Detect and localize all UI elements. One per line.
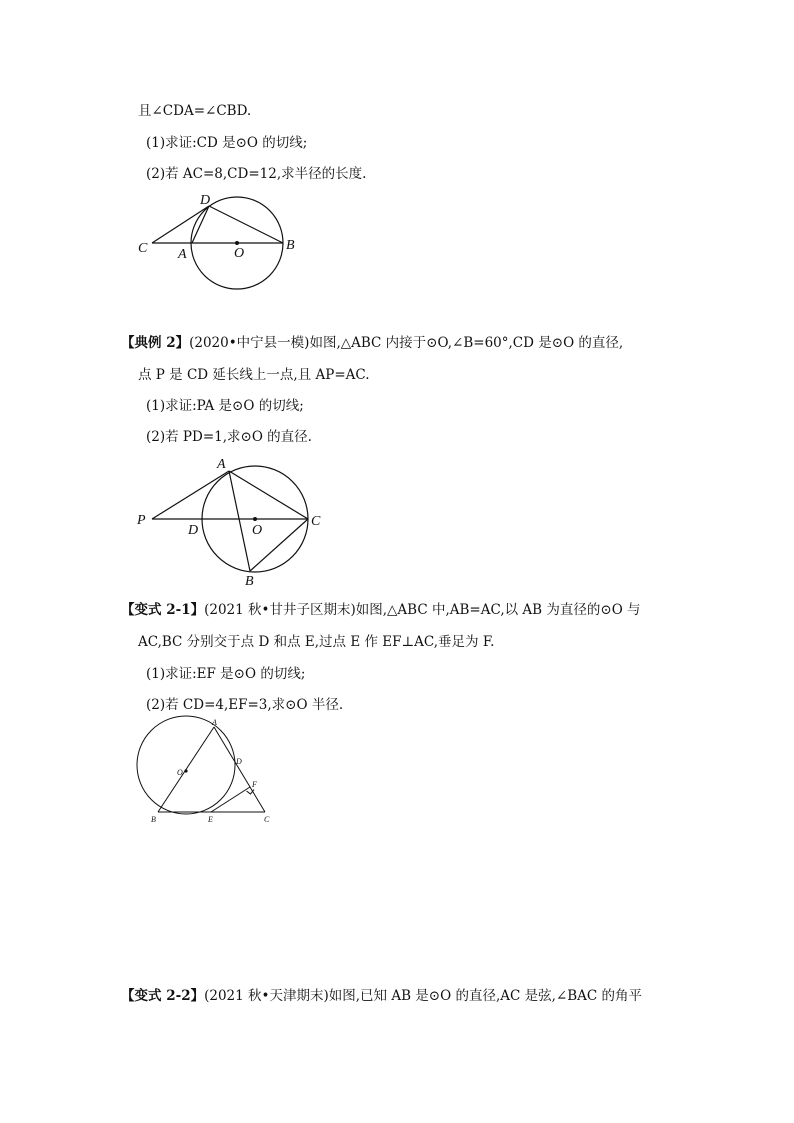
fig2-label-d: D xyxy=(188,523,199,538)
example-2-line-2: 点 P 是 CD 延长线上一点,且 AP=AC. xyxy=(138,367,370,383)
statement-continuation: 且∠CDA=∠CBD. xyxy=(138,103,252,119)
fig3-label-a: A xyxy=(212,718,217,727)
variant-2-2-text: 如图,已知 AB 是⊙O 的直径,AC 是弦,∠BAC 的角平 xyxy=(328,988,643,1004)
fig3-label-c: C xyxy=(264,815,270,824)
fig1-label-a: A xyxy=(178,247,187,262)
fig2-label-o: O xyxy=(252,523,263,538)
variant-2-1-question-2: (2)若 CD=4,EF=3,求⊙O 半径. xyxy=(146,697,344,713)
fig1-label-d: D xyxy=(200,193,211,208)
example-2-text: 如图,△ABC 内接于⊙O,∠B=60°,CD 是⊙O 的直径, xyxy=(309,335,624,351)
variant-2-1-tag: 【变式 2-1】 xyxy=(121,602,205,618)
fig3-label-b: B xyxy=(151,815,156,824)
fig2-label-c: C xyxy=(311,514,321,529)
fig2-label-b: B xyxy=(245,574,254,589)
fig3-label-d: D xyxy=(236,757,242,766)
fig3-label-f: F xyxy=(252,780,257,789)
variant-2-2-tag: 【变式 2-2】 xyxy=(121,988,205,1004)
variant-2-2-source: (2021 秋•天津期末) xyxy=(204,988,329,1004)
fig2-label-a: A xyxy=(217,457,226,472)
fig3-label-o: O xyxy=(177,768,183,777)
fig2-label-p: P xyxy=(137,513,146,528)
variant-2-1-source: (2021 秋•甘井子区期末) xyxy=(204,602,356,618)
fig1-label-o: O xyxy=(234,246,245,261)
fig3-label-e: E xyxy=(208,815,213,824)
question-2: (2)若 AC=8,CD=12,求半径的长度. xyxy=(146,166,367,182)
variant-2-1-text: 如图,△ABC 中,AB=AC,以 AB 为直径的⊙O 与 xyxy=(355,602,641,618)
fig1-label-b: B xyxy=(286,238,295,253)
variant-2-1-question-1: (1)求证:EF 是⊙O 的切线; xyxy=(146,666,306,682)
question-1: (1)求证:CD 是⊙O 的切线; xyxy=(146,135,308,151)
variant-2-1-line-2: AC,BC 分别交于点 D 和点 E,过点 E 作 EF⊥AC,垂足为 F. xyxy=(138,634,495,650)
example-2-question-1: (1)求证:PA 是⊙O 的切线; xyxy=(146,398,304,414)
example-2-source: (2020•中宁县一模) xyxy=(189,335,310,351)
example-2-question-2: (2)若 PD=1,求⊙O 的直径. xyxy=(146,429,312,445)
example-2-tag: 【典例 2】 xyxy=(121,335,190,351)
fig1-label-c: C xyxy=(138,241,148,256)
variant-2-2-line-1 xyxy=(121,986,642,1006)
